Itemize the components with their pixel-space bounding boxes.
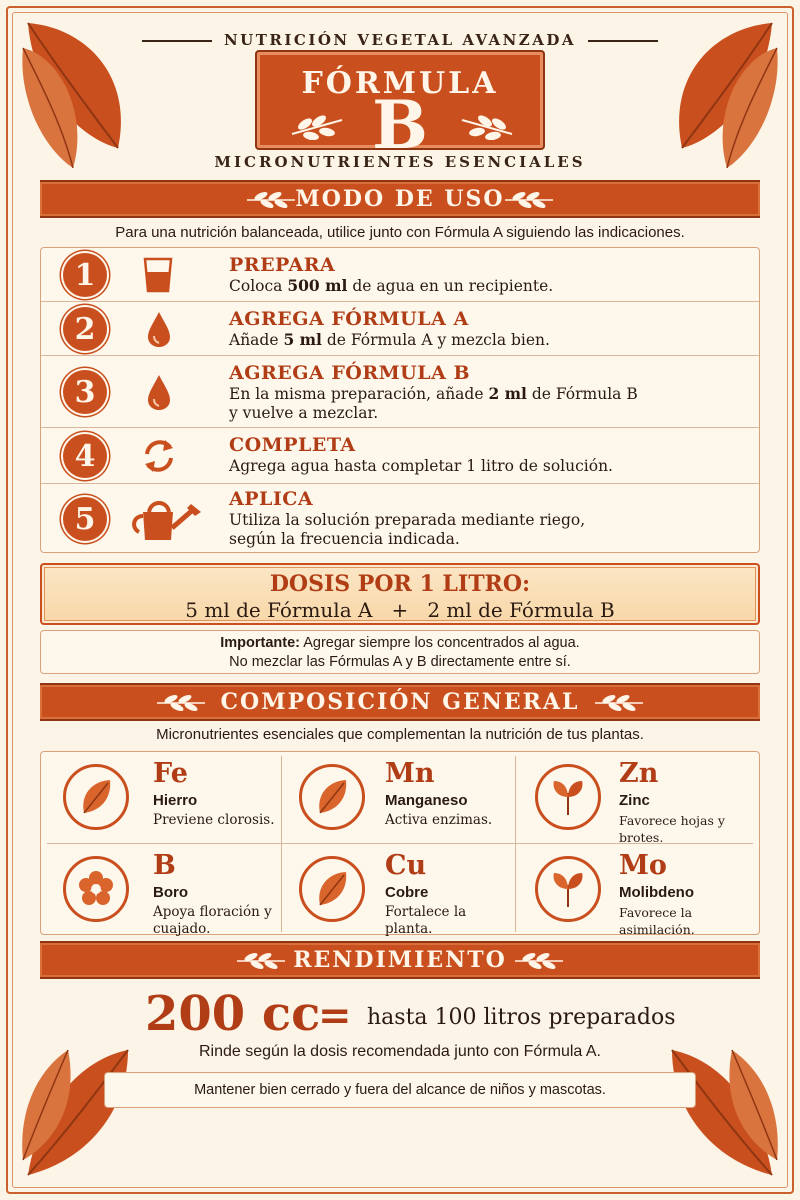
formula-letter: B: [372, 86, 428, 164]
step-5: [41, 484, 759, 554]
element-desc: Favorece hojas y brotes.: [619, 813, 725, 845]
composition-heading: COMPOSICIÓN GENERAL: [220, 689, 580, 715]
element-name: Boro: [153, 884, 188, 901]
element-name: Molibdeno: [619, 884, 694, 901]
sprout-icon: [535, 764, 601, 830]
step-number: 4: [63, 434, 107, 478]
leaves-bottom-left-icon: [18, 1040, 138, 1180]
yield-amount: 200 cc: [145, 986, 321, 1042]
element-cell-zn: [515, 752, 755, 844]
subtitle: MICRONUTRIENTES ESENCIALES: [214, 153, 586, 171]
dose-box: [40, 563, 760, 625]
element-name: Cobre: [385, 884, 429, 901]
element-cell-b: [41, 844, 281, 936]
yield-equals: =: [318, 992, 352, 1039]
step-4: [41, 428, 759, 484]
step-2: [41, 302, 759, 356]
composition-intro: Micronutrientes esenciales que complementan la nutrición de tus plantas.: [156, 726, 644, 743]
drop-icon: [146, 373, 172, 411]
step-title: COMPLETA: [229, 434, 356, 456]
drop-icon: [146, 310, 172, 348]
element-cell-fe: [41, 752, 281, 844]
formula-label: FÓRMULA: [301, 66, 499, 101]
step-text: Coloca 500 ml de agua en un recipiente.: [229, 276, 554, 295]
element-desc: Previene clorosis.: [153, 812, 275, 828]
leaf-icon: [299, 856, 365, 922]
step-text: Agrega agua hasta completar 1 litro de solución.: [229, 457, 613, 475]
composition-grid: [40, 751, 760, 935]
element-symbol: Fe: [153, 758, 188, 789]
leaf-icon: [299, 764, 365, 830]
step-number: 1: [63, 253, 107, 297]
element-cell-mn: [281, 752, 521, 844]
brand-tagline: NUTRICIÓN VEGETAL AVANZADA: [0, 31, 800, 49]
step-text: Añade 5 ml de Fórmula A y mezcla bien.: [229, 330, 550, 349]
title-box: [255, 50, 545, 164]
element-symbol: Cu: [385, 850, 427, 881]
usage-intro: Para una nutrición balanceada, utilice junto con Fórmula A siguiendo las indicaciones.: [115, 224, 685, 241]
element-symbol: B: [153, 850, 176, 881]
flower-icon: [63, 856, 129, 922]
important-note: Importante: Agregar siempre los concentrados al agua. No mezclar las Fórmulas A y B directamente entre sí.: [40, 630, 760, 674]
step-1: [41, 248, 759, 302]
important-label: Importante:: [220, 635, 301, 651]
dose-title: DOSIS POR 1 LITRO:: [269, 571, 531, 597]
sprig-right-icon: [457, 112, 517, 140]
element-cell-mo: [515, 844, 755, 936]
element-desc: Fortalece la planta.: [385, 904, 467, 937]
usage-heading: MODO DE USO: [295, 186, 505, 212]
leaves-bottom-right-icon: [662, 1040, 782, 1180]
element-desc: Apoya floración y cuajado.: [153, 904, 272, 937]
element-name: Manganeso: [385, 792, 468, 809]
yield-result: hasta 100 litros preparados: [367, 1005, 676, 1030]
dose-text: 5 ml de Fórmula A + 2 ml de Fórmula B: [185, 598, 615, 622]
watering-can-icon: [129, 494, 203, 544]
element-symbol: Mn: [385, 758, 435, 789]
composition-banner: [40, 683, 760, 721]
element-symbol: Zn: [619, 758, 659, 789]
sprig-left-icon: [287, 112, 347, 140]
sprig-icon: [503, 190, 555, 210]
step-text: En la misma preparación, añade 2 ml de Fórmula B y vuelve a mezclar.: [229, 384, 638, 422]
element-name: Hierro: [153, 792, 198, 809]
sprout-icon: [535, 856, 601, 922]
yield-heading: RENDIMIENTO: [293, 947, 507, 973]
element-name: Zinc: [619, 792, 650, 809]
step-3: [41, 356, 759, 428]
step-title: AGREGA FÓRMULA A: [229, 308, 469, 330]
element-cell-cu: [281, 844, 521, 936]
beaker-icon: [141, 256, 175, 294]
step-title: APLICA: [229, 488, 314, 510]
element-desc: Favorece la asimilación.: [619, 905, 695, 937]
step-number: 3: [63, 370, 107, 414]
step-title: AGREGA FÓRMULA B: [229, 362, 471, 384]
leaf-icon: [63, 764, 129, 830]
step-number: 5: [63, 497, 107, 541]
sprig-icon: [593, 693, 645, 713]
refresh-icon: [139, 436, 179, 476]
sprig-icon: [513, 951, 565, 971]
usage-banner: [40, 180, 760, 218]
yield-note: Rinde según la dosis recomendada junto con Fórmula A.: [198, 1043, 601, 1060]
step-text: Utiliza la solución preparada mediante riego, según la frecuencia indicada.: [229, 511, 586, 548]
yield-banner: [40, 941, 760, 979]
steps-list: [40, 247, 760, 553]
element-desc: Activa enzimas.: [385, 812, 493, 828]
step-number: 2: [63, 307, 107, 351]
element-symbol: Mo: [619, 850, 667, 881]
step-title: PREPARA: [229, 254, 336, 276]
safety-warning: Mantener bien cerrado y fuera del alcance de niños y mascotas.: [104, 1072, 696, 1108]
